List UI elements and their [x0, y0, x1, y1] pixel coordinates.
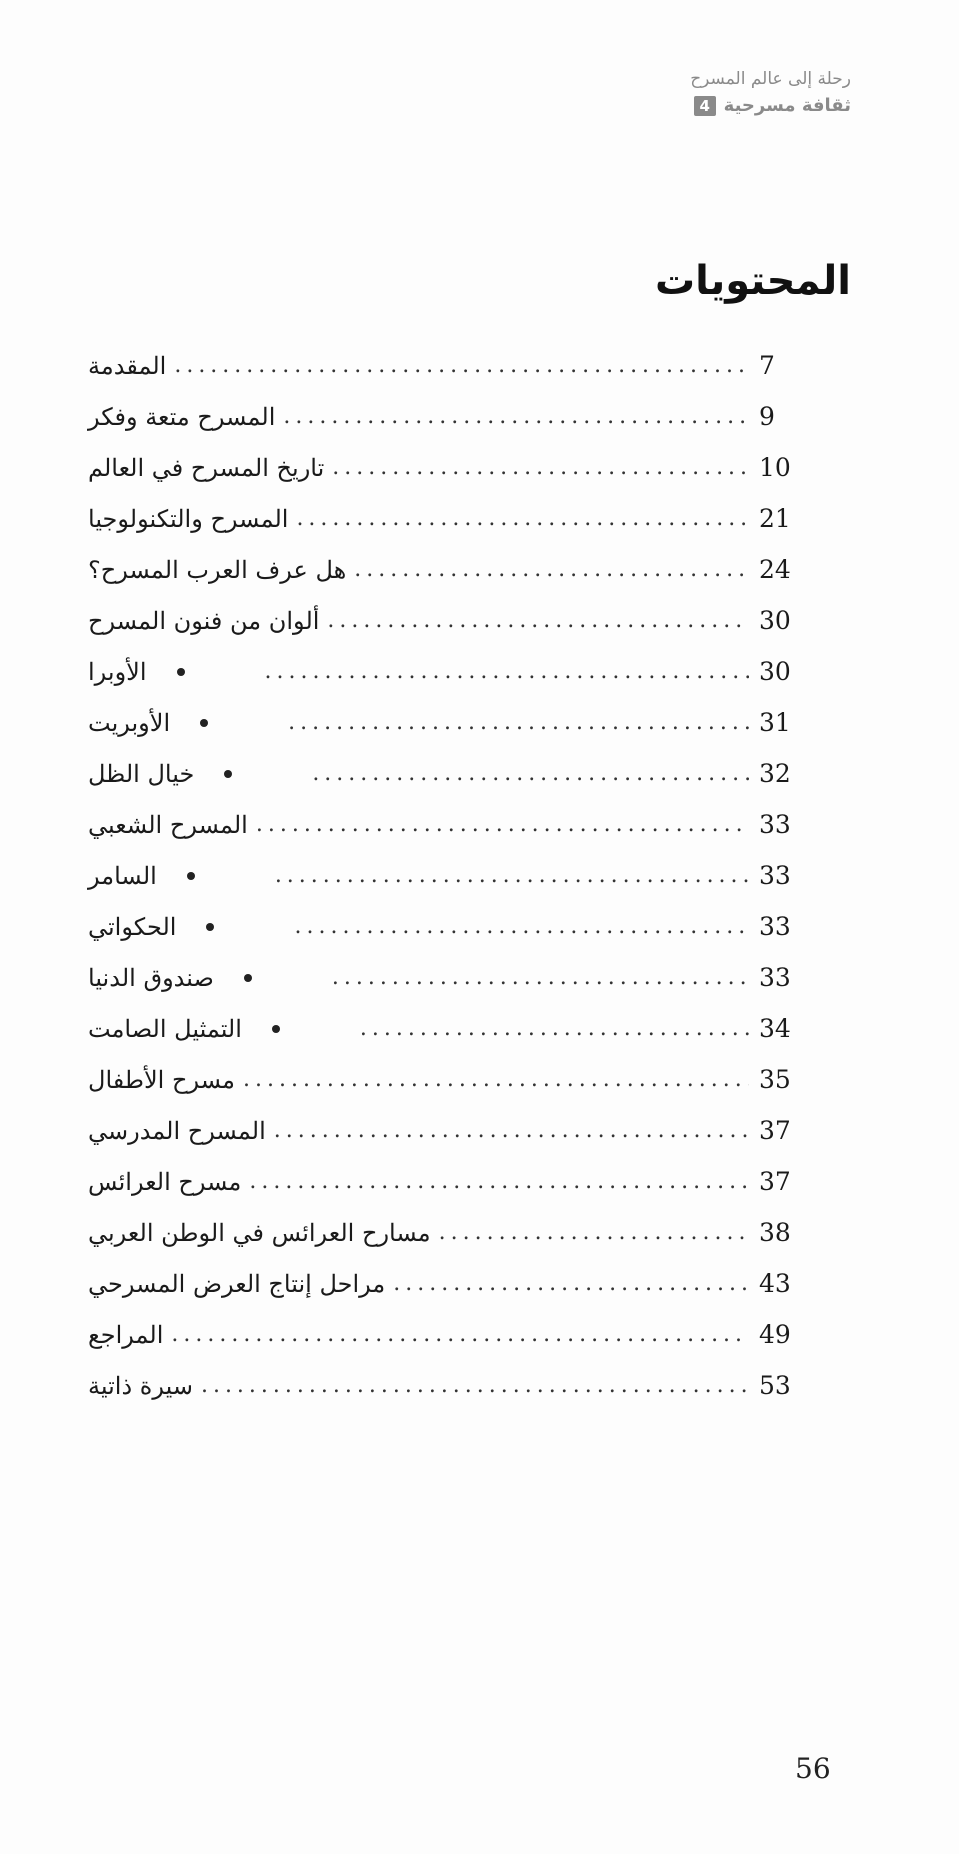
bullet-icon: [200, 719, 208, 727]
toc-entry: [88, 595, 799, 646]
bullet-icon: [206, 923, 214, 931]
toc-entry: [88, 1156, 799, 1207]
toc-entry-page: 9: [759, 402, 775, 431]
toc-entry-label: ألوان من فنون المسرح: [88, 606, 320, 635]
toc-entry: [88, 799, 799, 850]
toc-entry-label: المسرح الشعبي: [88, 810, 248, 839]
dot-leader: [294, 914, 749, 939]
toc-entry-label: المسرح متعة وفكر: [88, 402, 276, 431]
toc-entry: [88, 493, 799, 544]
toc-entry-page: 21: [759, 504, 791, 533]
toc-entry-page: 38: [759, 1218, 791, 1247]
toc-entry-label-wrap: [88, 607, 319, 635]
toc-entry-page: 30: [759, 657, 791, 686]
toc-entry: [88, 340, 799, 391]
toc-entry-label-wrap: [88, 811, 248, 839]
toc-entry-label: خيال الظل: [88, 759, 195, 788]
dot-leader: [256, 812, 749, 837]
series-subtitle-row: [690, 94, 851, 118]
toc-entry-page: 43: [759, 1269, 791, 1298]
toc-entry: [88, 901, 799, 952]
toc-entry: [88, 1309, 799, 1360]
toc-entry-label: هل عرف العرب المسرح؟: [88, 555, 347, 584]
toc-entry-page: 37: [759, 1167, 791, 1196]
toc-entry-label-wrap: [88, 709, 208, 737]
toc-entry: [88, 850, 799, 901]
toc-entry-label: المسرح المدرسي: [88, 1116, 266, 1145]
toc-entry-label: المقدمة: [88, 351, 167, 380]
toc-entry-label: سيرة ذاتية: [88, 1371, 193, 1400]
toc-entry-label-wrap: [88, 862, 195, 890]
toc-entry: [88, 391, 799, 442]
series-number-badge: 4: [694, 96, 716, 116]
bullet-icon: [244, 974, 252, 982]
toc-entry: [88, 1105, 799, 1156]
dot-leader: [249, 1169, 749, 1194]
toc-entry-label-wrap: [88, 1015, 280, 1043]
toc-entry-page: 33: [759, 810, 791, 839]
toc-entry: [88, 442, 799, 493]
table-of-contents: [88, 340, 799, 1411]
toc-entry-page: 30: [759, 606, 791, 635]
toc-entry-label: مراحل إنتاج العرض المسرحي: [88, 1269, 386, 1298]
dot-leader: [393, 1271, 749, 1296]
toc-entry-label: مسارح العرائس في الوطن العربي: [88, 1218, 431, 1247]
dot-leader: [360, 1016, 749, 1041]
dot-leader: [332, 455, 749, 480]
toc-entry: [88, 1003, 799, 1054]
dot-leader: [296, 506, 749, 531]
toc-entry-page: 53: [759, 1371, 791, 1400]
toc-entry-label: السامر: [88, 861, 157, 890]
dot-leader: [274, 1118, 749, 1143]
toc-entry-label: مسرح الأطفال: [88, 1065, 235, 1094]
toc-entry-label: التمثيل الصامت: [88, 1014, 242, 1043]
toc-entry-label-wrap: [88, 1321, 163, 1349]
dot-leader: [275, 863, 749, 888]
toc-entry-label-wrap: [88, 1168, 241, 1196]
toc-entry-label: المراجع: [88, 1320, 164, 1349]
dot-leader: [439, 1220, 749, 1245]
toc-entry-page: 32: [759, 759, 791, 788]
toc-entry-label: الأوبرا: [88, 657, 147, 686]
toc-entry-label: مسرح العرائس: [88, 1167, 242, 1196]
toc-entry-page: 35: [759, 1065, 791, 1094]
toc-entry-page: 33: [759, 963, 791, 992]
toc-entry-label: الحكواتي: [88, 912, 177, 941]
page-number: 56: [795, 1752, 831, 1785]
dot-leader: [171, 1322, 749, 1347]
toc-entry: [88, 1360, 799, 1411]
toc-entry-label-wrap: [88, 1117, 266, 1145]
toc-entry-label-wrap: [88, 1219, 431, 1247]
toc-entry-label-wrap: [88, 913, 214, 941]
toc-entry-label: صندوق الدنيا: [88, 963, 214, 992]
toc-entry-label-wrap: [88, 454, 324, 482]
series-subtitle: ثقافة مسرحية: [723, 95, 851, 116]
bullet-icon: [177, 668, 185, 676]
dot-leader: [332, 965, 749, 990]
dot-leader: [283, 404, 749, 429]
toc-entry-label: الأوبريت: [88, 708, 171, 737]
toc-entry-page: 33: [759, 861, 791, 890]
toc-entry-label-wrap: [88, 1066, 235, 1094]
toc-entry-label-wrap: [88, 964, 252, 992]
toc-entry-page: 49: [759, 1320, 791, 1349]
dot-leader: [174, 353, 749, 378]
toc-entry: [88, 748, 799, 799]
dot-leader: [288, 710, 749, 735]
toc-entry: [88, 1207, 799, 1258]
toc-entry-label-wrap: [88, 352, 166, 380]
toc-entry-label: تاريخ المسرح في العالم: [88, 453, 325, 482]
dot-leader: [201, 1373, 749, 1398]
toc-entry: [88, 1054, 799, 1105]
toc-entry-label: المسرح والتكنولوجيا: [88, 504, 289, 533]
dot-leader: [312, 761, 749, 786]
running-header: [690, 68, 851, 118]
dot-leader: [354, 557, 749, 582]
toc-entry-page: 31: [759, 708, 791, 737]
toc-entry-label-wrap: [88, 658, 185, 686]
toc-entry-label-wrap: [88, 403, 275, 431]
series-title: رحلة إلى عالم المسرح: [690, 69, 851, 89]
dot-leader: [265, 659, 749, 684]
bullet-icon: [224, 770, 232, 778]
toc-entry: [88, 1258, 799, 1309]
toc-entry-label-wrap: [88, 556, 346, 584]
toc-entry-label-wrap: [88, 1372, 193, 1400]
toc-entry-page: 7: [759, 351, 775, 380]
toc-entry-page: 37: [759, 1116, 791, 1145]
toc-entry-label-wrap: [88, 1270, 385, 1298]
toc-entry: [88, 544, 799, 595]
toc-entry: [88, 952, 799, 1003]
toc-entry-label-wrap: [88, 760, 232, 788]
dot-leader: [243, 1067, 749, 1092]
toc-entry-page: 33: [759, 912, 791, 941]
dot-leader: [327, 608, 749, 633]
toc-entry: [88, 697, 799, 748]
bullet-icon: [272, 1025, 280, 1033]
toc-entry-page: 34: [759, 1014, 791, 1043]
toc-entry-label-wrap: [88, 505, 288, 533]
toc-title: المحتويات: [654, 258, 851, 304]
bullet-icon: [187, 872, 195, 880]
toc-entry: [88, 646, 799, 697]
toc-entry-page: 24: [759, 555, 791, 584]
toc-entry-page: 10: [759, 453, 791, 482]
